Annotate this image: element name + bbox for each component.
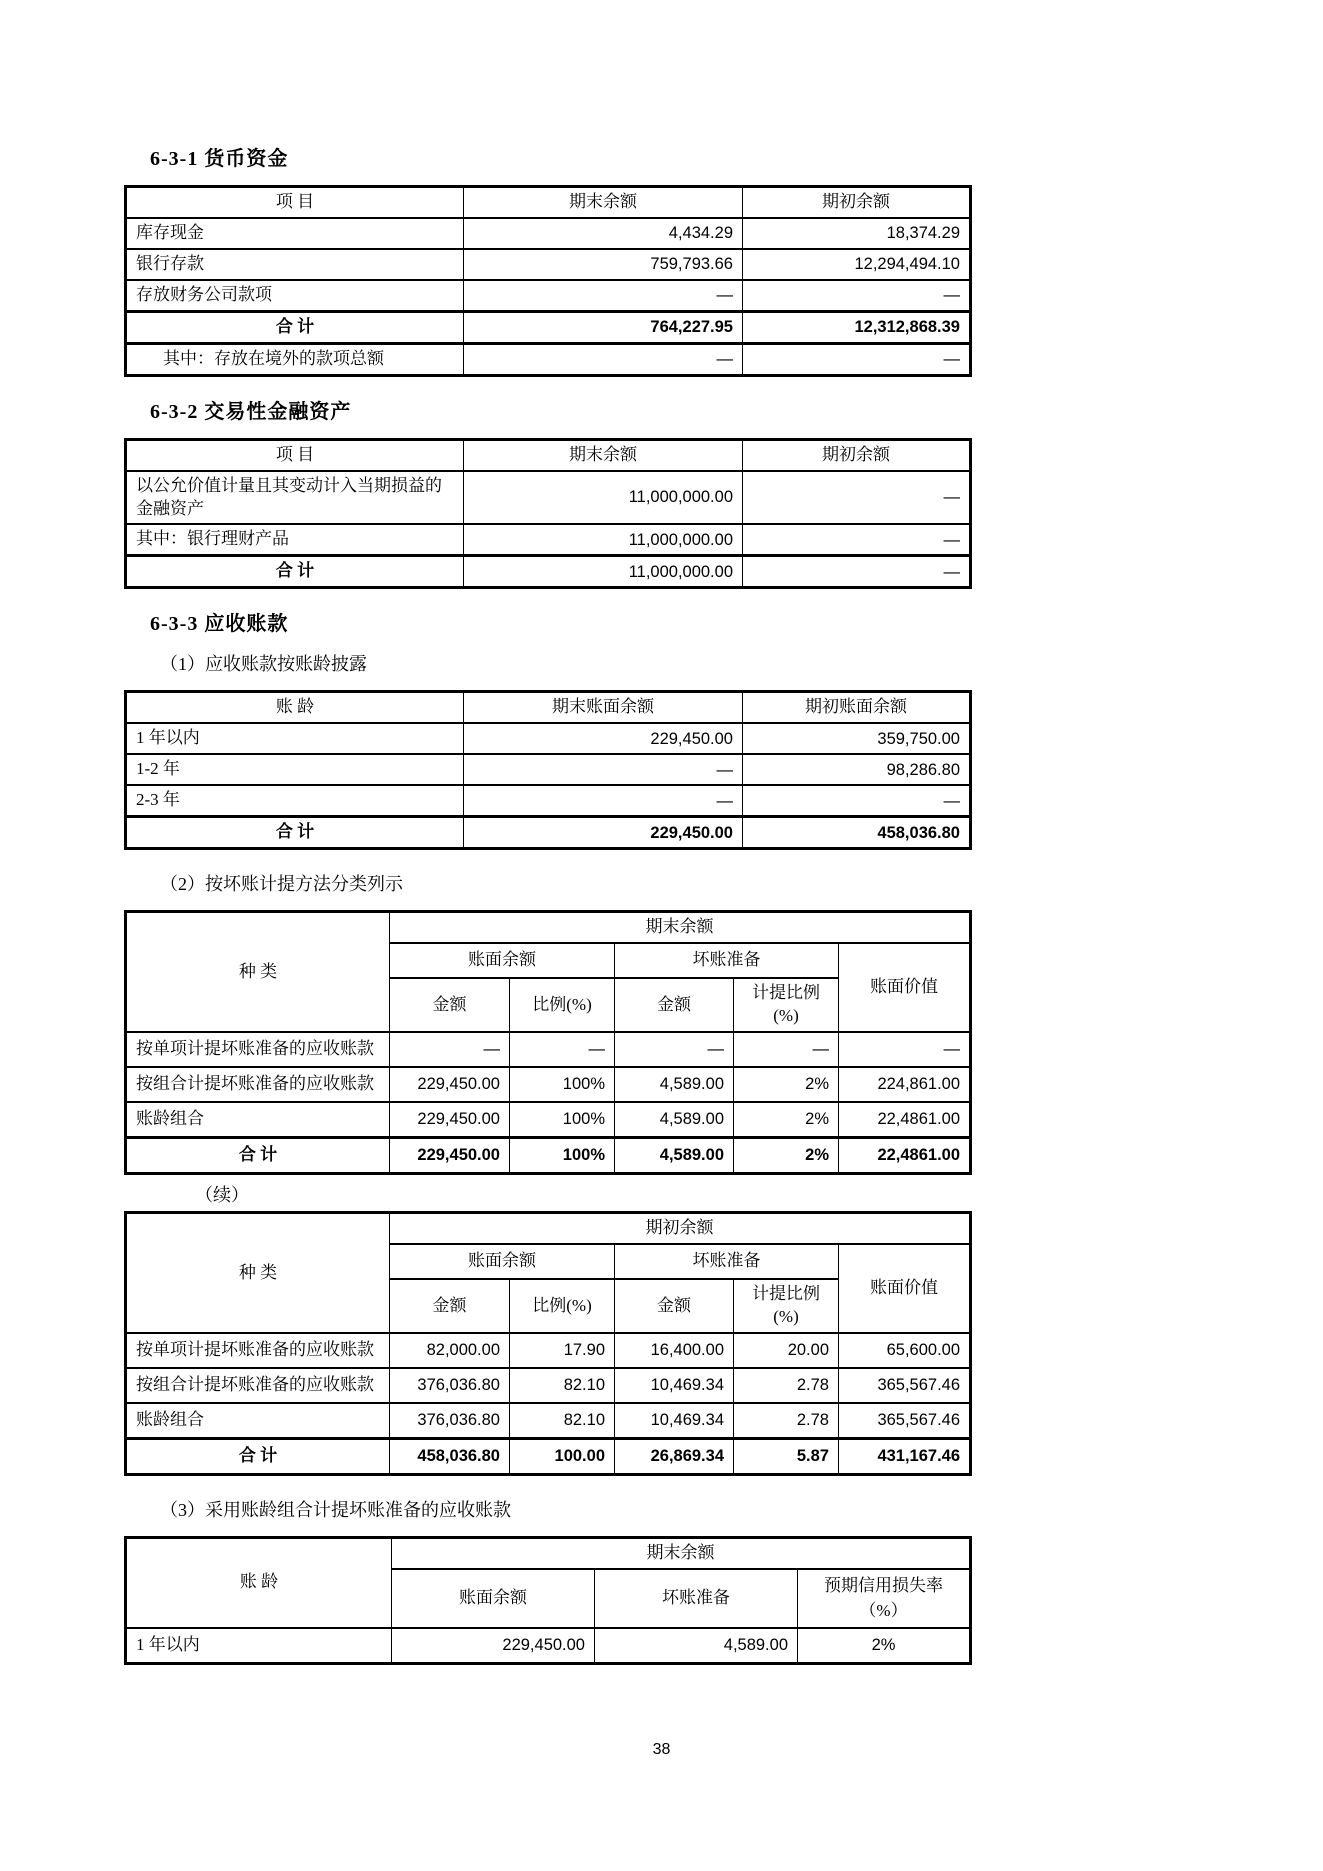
- column-header-ending-balance: 期末余额: [464, 439, 743, 470]
- table-row: [126, 249, 971, 280]
- cell-item: 其中：银行理财产品: [126, 524, 464, 555]
- cell-beginning-balance: —: [743, 785, 971, 817]
- table-total-row: [126, 311, 971, 343]
- cell-ending-balance: 11,000,000.00: [464, 556, 743, 588]
- cell-book-value: 431,167.46: [839, 1438, 971, 1474]
- cell-beginning-balance: 98,286.80: [743, 754, 971, 785]
- column-header-book-balance: 账面余额: [392, 1569, 595, 1628]
- cell-provision-ratio: 2.78: [734, 1403, 839, 1439]
- column-header-beginning-balance: 期初余额: [743, 187, 971, 218]
- cell-item: 库存现金: [126, 218, 464, 249]
- cell-total-label: 合 计: [126, 556, 464, 588]
- column-header-ratio: 比例(%): [510, 978, 615, 1032]
- cell-provision-amount: 4,589.00: [595, 1628, 798, 1664]
- subsection-title-2: （2）按坏账计提方法分类列示: [160, 874, 403, 895]
- table-total-row: [126, 556, 971, 588]
- column-header-category: 种 类: [126, 1213, 390, 1333]
- cell-age: 1-2 年: [126, 754, 464, 785]
- cell-category: 按单项计提坏账准备的应收账款: [126, 1032, 390, 1067]
- column-header-bad-debt-provision: 坏账准备: [595, 1569, 798, 1628]
- bad-debt-method-beginning-table: [124, 1211, 972, 1476]
- cell-provision-ratio: 2.78: [734, 1368, 839, 1403]
- aging-portfolio-provision-table: [124, 1536, 972, 1665]
- cell-book-value: 65,600.00: [839, 1333, 971, 1368]
- cell-ending-balance: 229,450.00: [464, 817, 743, 849]
- table-header-row: [126, 1213, 971, 1244]
- column-header-ending-balance: 期末余额: [464, 187, 743, 218]
- column-header-bad-debt-provision: 坏账准备: [615, 1244, 839, 1279]
- table-row: [126, 1067, 971, 1102]
- cell-age: 1 年以内: [126, 723, 464, 754]
- column-header-period-ending: 期末余额: [390, 912, 971, 943]
- table-row: [126, 218, 971, 249]
- cell-age: 1 年以内: [126, 1628, 392, 1664]
- cell-provision-ratio: 2%: [734, 1067, 839, 1102]
- column-header-provision-ratio: 计提比例(%): [734, 978, 839, 1032]
- cell-beginning-balance: 12,294,494.10: [743, 249, 971, 280]
- cell-provision-ratio: 2%: [734, 1102, 839, 1138]
- cell-beginning-balance: —: [743, 556, 971, 588]
- cell-beginning-balance: 359,750.00: [743, 723, 971, 754]
- ecl-rate-label-line2: （%）: [859, 1601, 908, 1621]
- cell-provision-amount: 4,589.00: [615, 1102, 734, 1138]
- cell-ratio: 100%: [510, 1102, 615, 1138]
- cell-total-label: 合 计: [126, 1438, 390, 1474]
- cell-book-value: 22,4861.00: [839, 1138, 971, 1174]
- column-header-period-beginning: 期初余额: [390, 1213, 971, 1244]
- column-header-amount: 金额: [390, 1279, 510, 1333]
- cell-provision-ratio: 5.87: [734, 1438, 839, 1474]
- receivables-aging-table: [124, 690, 972, 850]
- cell-ending-balance: —: [464, 343, 743, 375]
- column-header-ending-book-balance: 期末账面余额: [464, 692, 743, 724]
- column-header-category: 种 类: [126, 912, 390, 1032]
- cell-category: 账龄组合: [126, 1403, 390, 1439]
- column-header-provision-ratio: 计提比例(%): [734, 1279, 839, 1333]
- cell-item: 银行存款: [126, 249, 464, 280]
- column-header-age: 账 龄: [126, 692, 464, 724]
- continued-label: （续）: [195, 1185, 249, 1206]
- cell-ecl-rate: 2%: [798, 1628, 971, 1664]
- cell-ratio: 17.90: [510, 1333, 615, 1368]
- cell-ending-balance: —: [464, 754, 743, 785]
- column-header-ratio: 比例(%): [510, 1279, 615, 1333]
- section-title-6-3-3: 6-3-3 应收账款: [150, 613, 289, 636]
- table-total-row: [126, 817, 971, 849]
- cell-ending-balance: —: [464, 280, 743, 311]
- cell-beginning-balance: 18,374.29: [743, 218, 971, 249]
- page-number: 38: [652, 1741, 671, 1758]
- column-header-beginning-book-balance: 期初账面余额: [743, 692, 971, 724]
- column-header-book-balance: 账面余额: [390, 1244, 615, 1279]
- column-header-amount: 金额: [390, 978, 510, 1032]
- cell-beginning-balance: 12,312,868.39: [743, 311, 971, 343]
- cell-ratio: 82.10: [510, 1368, 615, 1403]
- cell-beginning-balance: —: [743, 280, 971, 311]
- table-row: [126, 785, 971, 817]
- column-header-amount: 金额: [615, 978, 734, 1032]
- table-row: [126, 524, 971, 555]
- cell-provision-ratio: —: [734, 1032, 839, 1067]
- table-header-row: [126, 1537, 971, 1568]
- cell-ending-balance: 4,434.29: [464, 218, 743, 249]
- cell-book-value: 365,567.46: [839, 1403, 971, 1439]
- column-header-age: 账 龄: [126, 1537, 392, 1627]
- section-title-6-3-2: 6-3-2 交易性金融资产: [150, 400, 352, 423]
- cell-ratio: —: [510, 1032, 615, 1067]
- table-header-row: [126, 912, 971, 943]
- cell-beginning-balance: 458,036.80: [743, 817, 971, 849]
- column-header-item: 项 目: [126, 439, 464, 470]
- cell-age: 2-3 年: [126, 785, 464, 817]
- cell-ending-balance: —: [464, 785, 743, 817]
- table-row: [126, 723, 971, 754]
- cell-item: 其中：存放在境外的款项总额: [126, 343, 464, 375]
- cell-ending-balance: 759,793.66: [464, 249, 743, 280]
- column-header-book-balance: 账面余额: [390, 943, 615, 978]
- cell-ending-balance: 11,000,000.00: [464, 471, 743, 525]
- cell-beginning-balance: —: [743, 343, 971, 375]
- cell-item: 存放财务公司款项: [126, 280, 464, 311]
- cell-provision-amount: 26,869.34: [615, 1438, 734, 1474]
- table-row: [126, 1333, 971, 1368]
- table-header-row: [126, 692, 971, 724]
- cell-provision-ratio: 2%: [734, 1138, 839, 1174]
- section-title-6-3-1: 6-3-1 货币资金: [150, 148, 289, 170]
- table-total-row: [126, 1138, 971, 1174]
- cell-ratio: 82.10: [510, 1403, 615, 1439]
- cell-item: 以公允价值计量且其变动计入当期损益的金融资产: [126, 471, 464, 525]
- column-header-book-value: 账面价值: [839, 943, 971, 1032]
- cell-category: 按单项计提坏账准备的应收账款: [126, 1333, 390, 1368]
- cell-provision-amount: 16,400.00: [615, 1333, 734, 1368]
- subsection-title-1: （1）应收账款按账龄披露: [160, 654, 367, 675]
- column-header-bad-debt-provision: 坏账准备: [615, 943, 839, 978]
- cell-amount: 458,036.80: [390, 1438, 510, 1474]
- column-header-period-ending: 期末余额: [392, 1537, 971, 1568]
- ecl-rate-label-line1: 预期信用损失率: [824, 1575, 943, 1595]
- cell-ratio: 100%: [510, 1067, 615, 1102]
- cell-ratio: 100%: [510, 1138, 615, 1174]
- cell-book-value: 22,4861.00: [839, 1102, 971, 1138]
- cell-amount: 229,450.00: [390, 1138, 510, 1174]
- cell-category: 按组合计提坏账准备的应收账款: [126, 1368, 390, 1403]
- column-header-item: 项 目: [126, 187, 464, 218]
- table-row: [126, 1032, 971, 1067]
- table-row: [126, 280, 971, 311]
- table-row: [126, 471, 971, 525]
- cell-amount: —: [390, 1032, 510, 1067]
- table-row: [126, 1628, 971, 1664]
- cell-provision-ratio: 20.00: [734, 1333, 839, 1368]
- table-header-row: [126, 439, 971, 470]
- page-content: [124, 142, 969, 1683]
- column-header-expected-credit-loss-rate: [798, 1569, 971, 1628]
- cell-provision-amount: 4,589.00: [615, 1067, 734, 1102]
- cell-book-value: —: [839, 1032, 971, 1067]
- cell-ratio: 100.00: [510, 1438, 615, 1474]
- cell-total-label: 合 计: [126, 311, 464, 343]
- cell-book-balance: 229,450.00: [392, 1628, 595, 1664]
- cell-ending-balance: 764,227.95: [464, 311, 743, 343]
- cell-beginning-balance: —: [743, 524, 971, 555]
- trading-financial-assets-table: [124, 438, 972, 590]
- cell-provision-amount: 10,469.34: [615, 1368, 734, 1403]
- cell-category: 账龄组合: [126, 1102, 390, 1138]
- bad-debt-method-ending-table: [124, 910, 972, 1175]
- table-row: [126, 1368, 971, 1403]
- cell-total-label: 合 计: [126, 817, 464, 849]
- table-header-row: [126, 187, 971, 218]
- cell-provision-amount: —: [615, 1032, 734, 1067]
- cell-ending-balance: 11,000,000.00: [464, 524, 743, 555]
- cell-book-value: 365,567.46: [839, 1368, 971, 1403]
- cell-provision-amount: 4,589.00: [615, 1138, 734, 1174]
- cell-beginning-balance: —: [743, 471, 971, 525]
- column-header-amount: 金额: [615, 1279, 734, 1333]
- column-header-book-value: 账面价值: [839, 1244, 971, 1333]
- cell-amount: 229,450.00: [390, 1102, 510, 1138]
- cell-amount: 376,036.80: [390, 1403, 510, 1439]
- table-row: [126, 754, 971, 785]
- cell-ending-balance: 229,450.00: [464, 723, 743, 754]
- table-row: [126, 1403, 971, 1439]
- cell-total-label: 合 计: [126, 1138, 390, 1174]
- table-row: [126, 1102, 971, 1138]
- cell-amount: 229,450.00: [390, 1067, 510, 1102]
- table-row: [126, 343, 971, 375]
- monetary-funds-table: [124, 185, 972, 377]
- cell-amount: 376,036.80: [390, 1368, 510, 1403]
- cell-provision-amount: 10,469.34: [615, 1403, 734, 1439]
- table-total-row: [126, 1438, 971, 1474]
- subsection-title-3: （3）采用账龄组合计提坏账准备的应收账款: [160, 1499, 511, 1520]
- cell-amount: 82,000.00: [390, 1333, 510, 1368]
- cell-category: 按组合计提坏账准备的应收账款: [126, 1067, 390, 1102]
- column-header-beginning-balance: 期初余额: [743, 439, 971, 470]
- cell-book-value: 224,861.00: [839, 1067, 971, 1102]
